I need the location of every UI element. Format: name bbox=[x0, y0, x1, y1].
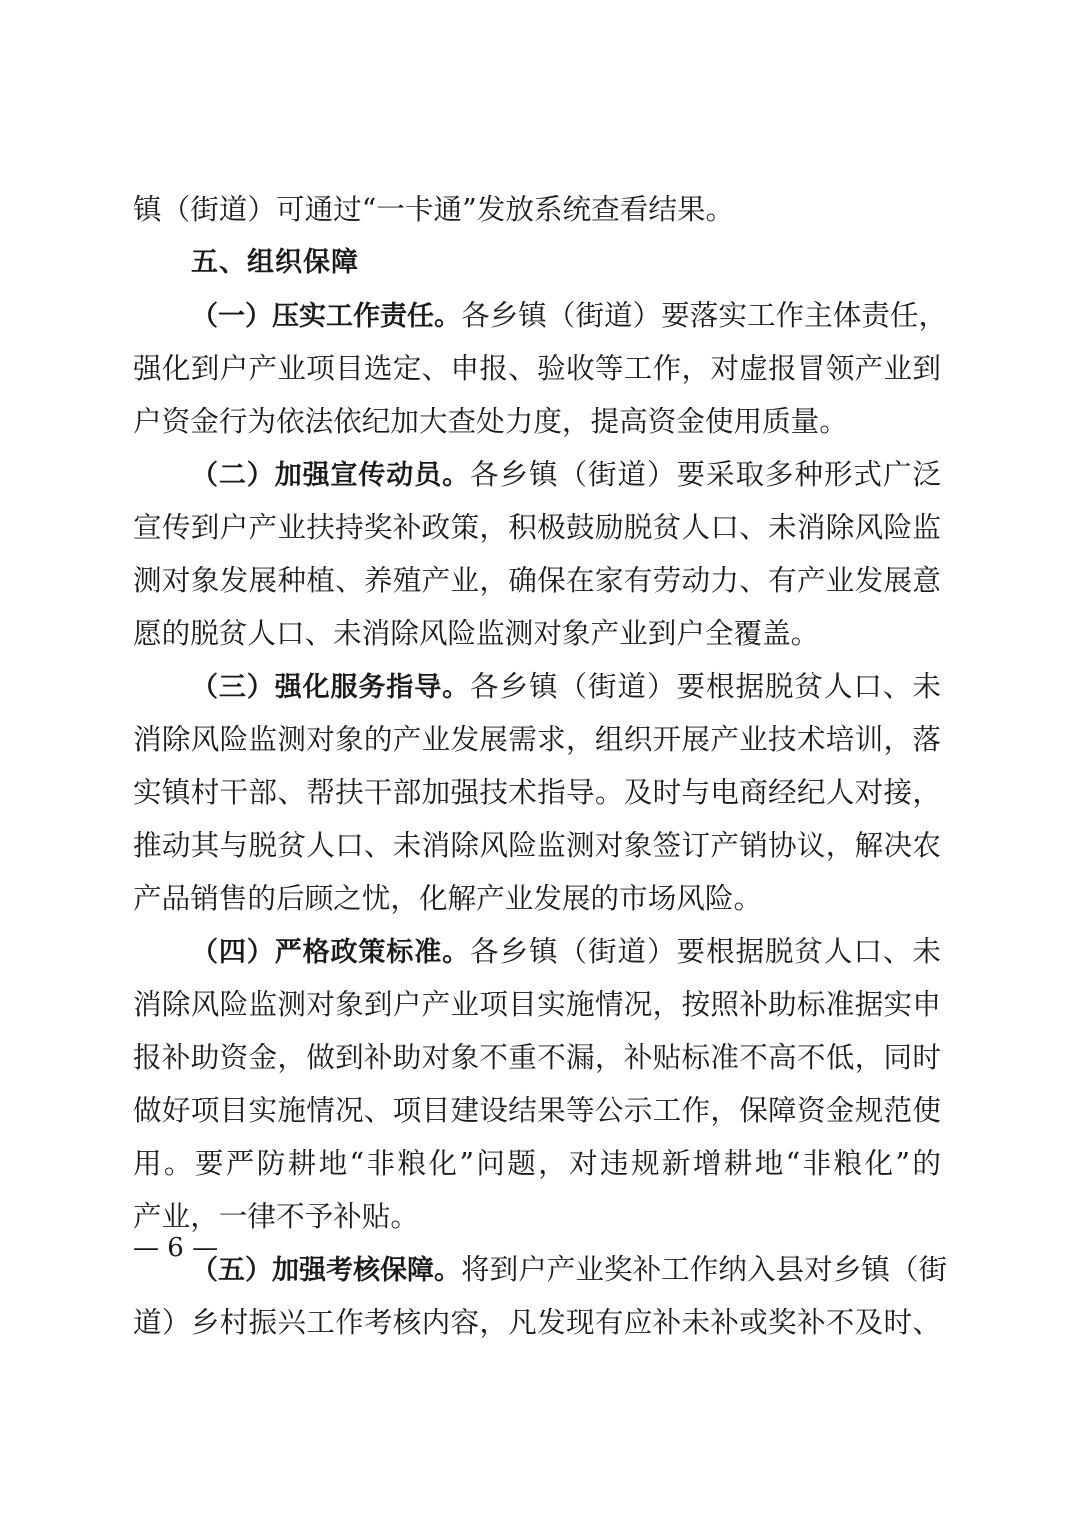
paragraph-first-rest: 各乡镇（街道）要落实工作主体责任， bbox=[461, 298, 948, 332]
paragraph-4 bbox=[133, 925, 941, 1243]
paragraph-line: 宣传到户产业扶持奖补政策，积极鼓励脱贫人口、未消除风险监 bbox=[133, 510, 941, 544]
paragraph-line: 愿的脱贫人口、未消除风险监测对象产业到户全覆盖。 bbox=[133, 616, 820, 650]
paragraph-first-line bbox=[133, 660, 941, 713]
paragraph-first-rest: 各乡镇（街道）要采取多种形式广泛 bbox=[470, 457, 941, 491]
paragraph-first-line bbox=[133, 925, 941, 978]
paragraph-first-rest: 将到户产业奖补工作纳入县对乡镇（街 bbox=[461, 1252, 948, 1286]
paragraph-first-line bbox=[133, 289, 948, 342]
paragraph-line: 做好项目实施情况、项目建设结果等公示工作，保障资金规范使 bbox=[133, 1093, 941, 1127]
paragraph-first-rest: 各乡镇（街道）要根据脱贫人口、未 bbox=[470, 934, 941, 968]
paragraph-line: 消除风险监测对象的产业发展需求，组织开展产业技术培训，落 bbox=[133, 722, 941, 756]
paragraph-lead: （一）压实工作责任。 bbox=[191, 301, 461, 332]
paragraph-line: 户资金行为依法依纪加大查处力度，提高资金使用质量。 bbox=[133, 404, 848, 438]
paragraph-first-line bbox=[133, 448, 941, 501]
document-body bbox=[133, 183, 948, 1349]
paragraph-line: 强化到户产业项目选定、申报、验收等工作，对虚报冒领产业到 bbox=[133, 351, 941, 385]
continuation-line: 镇（街道）可通过“一卡通”发放系统查看结果。 bbox=[133, 192, 735, 226]
section-title: 五、组织保障 bbox=[191, 247, 359, 278]
paragraph-1 bbox=[133, 289, 948, 448]
paragraph-line: 推动其与脱贫人口、未消除风险监测对象签订产销协议，解决农 bbox=[133, 828, 941, 862]
paragraph-line: 报补助资金，做到补助对象不重不漏，补贴标准不高不低，同时 bbox=[133, 1040, 941, 1074]
paragraph-3 bbox=[133, 660, 941, 925]
paragraph-2 bbox=[133, 448, 941, 660]
paragraph-lead: （三）强化服务指导。 bbox=[191, 672, 470, 703]
paragraph-first-rest: 各乡镇（街道）要根据脱贫人口、未 bbox=[470, 669, 941, 703]
paragraph-lead: （五）加强考核保障。 bbox=[191, 1255, 461, 1286]
paragraph-line: 实镇村干部、帮扶干部加强技术指导。及时与电商经纪人对接， bbox=[133, 775, 941, 809]
paragraph-line: 用。要严防耕地“非粮化”问题，对违规新增耕地“非粮化”的 bbox=[133, 1146, 941, 1180]
paragraph-lead: （四）严格政策标准。 bbox=[191, 937, 470, 968]
paragraph-line: 消除风险监测对象到户产业项目实施情况，按照补助标准据实申 bbox=[133, 987, 941, 1021]
paragraph-first-line bbox=[133, 1243, 948, 1296]
paragraph-lead: （二）加强宣传动员。 bbox=[191, 460, 470, 491]
page-number: — 6 — bbox=[133, 1233, 219, 1263]
paragraph-line: 产业，一律不予补贴。 bbox=[133, 1199, 419, 1233]
paragraph-5 bbox=[133, 1243, 948, 1349]
paragraph-line: 产品销售的后顾之忧，化解产业发展的市场风险。 bbox=[133, 881, 763, 915]
paragraph-line: 测对象发展种植、养殖产业，确保在家有劳动力、有产业发展意 bbox=[133, 563, 941, 597]
paragraph-line: 道）乡村振兴工作考核内容，凡发现有应补未补或奖补不及时、 bbox=[133, 1305, 941, 1339]
